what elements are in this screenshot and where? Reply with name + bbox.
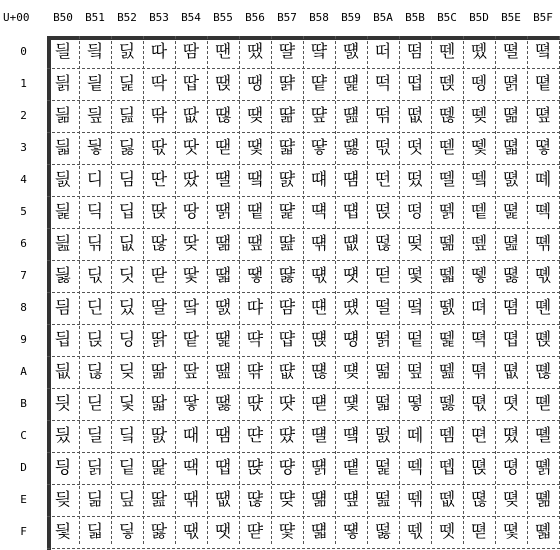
glyph-cell: 딉 — [54, 329, 72, 350]
row-header: 1 — [20, 77, 27, 90]
glyph-cell: 디 — [86, 169, 104, 190]
glyph-cell: 땑 — [214, 73, 232, 94]
glyph-cell: 때 — [182, 425, 200, 446]
glyph-cell: 딁 — [54, 73, 72, 94]
column-header: B5E — [501, 11, 521, 24]
glyph-cell: 떠 — [374, 41, 392, 62]
glyph-cell: 떡 — [374, 73, 392, 94]
glyph-cell: 뗡 — [502, 73, 520, 94]
glyph-cell: 땷 — [278, 265, 296, 286]
glyph-cell: 떉 — [310, 329, 328, 350]
glyph-cell: 뗕 — [470, 201, 488, 222]
glyph-cell: 땂 — [182, 105, 200, 126]
glyph-cell: 떪 — [374, 361, 392, 382]
glyph-cell: 땋 — [182, 393, 200, 414]
glyph-cell: 떇 — [310, 265, 328, 286]
glyph-cell: 딂 — [54, 105, 72, 126]
glyph-cell: 딹 — [150, 329, 168, 350]
glyph-cell: 딇 — [54, 265, 72, 286]
glyph-cell: 떿 — [406, 521, 424, 542]
column-header: B53 — [149, 11, 169, 24]
glyph-cell: 뗂 — [438, 105, 456, 126]
glyph-cell: 땊 — [182, 361, 200, 382]
glyph-cell: 떒 — [342, 105, 360, 126]
glyph-cell: 딷 — [150, 265, 168, 286]
column-header: B5D — [469, 11, 489, 24]
glyph-cell: 뗝 — [470, 457, 488, 478]
glyph-cell: 땘 — [214, 297, 232, 318]
glyph-cell: 뗑 — [470, 73, 488, 94]
glyph-cell: 떚 — [342, 361, 360, 382]
glyph-cell: 뗦 — [502, 233, 520, 254]
glyph-cell: 땚 — [214, 361, 232, 382]
glyph-cell: 땇 — [182, 265, 200, 286]
glyph-cell: 뗗 — [470, 265, 488, 286]
glyph-cell: 뗾 — [534, 489, 552, 510]
glyph-cell: 떰 — [406, 41, 424, 62]
glyph-cell: 딈 — [54, 297, 72, 318]
glyph-cell: 뗙 — [470, 329, 488, 350]
glyph-cell: 땧 — [246, 265, 264, 286]
glyph-cell: 따 — [150, 41, 168, 62]
glyph-cell: 땐 — [214, 41, 232, 62]
glyph-cell: 뗛 — [470, 393, 488, 414]
glyph-cell: 떕 — [342, 201, 360, 222]
glyph-cell: 뗐 — [470, 41, 488, 62]
glyph-cell: 땪 — [246, 361, 264, 382]
glyph-cell: 뗒 — [470, 105, 488, 126]
glyph-cell: 떍 — [310, 457, 328, 478]
glyph-cell: 땬 — [246, 425, 264, 446]
glyph-cell: 뗘 — [470, 297, 488, 318]
glyph-cell: 땙 — [214, 329, 232, 350]
glyph-cell: 뗸 — [534, 297, 552, 318]
glyph-cell: 떛 — [342, 393, 360, 414]
glyph-cell: 뗨 — [502, 297, 520, 318]
glyph-cell: 딶 — [150, 233, 168, 254]
glyph-cell: 땉 — [182, 329, 200, 350]
glyph-cell: 딝 — [86, 457, 104, 478]
row-header: 6 — [20, 237, 27, 250]
glyph-grid — [47, 36, 560, 544]
glyph-cell: 땫 — [246, 393, 264, 414]
glyph-cell: 땿 — [278, 521, 296, 542]
glyph-cell: 뗵 — [534, 201, 552, 222]
glyph-cell: 땮 — [246, 489, 264, 510]
row-header: 9 — [20, 333, 27, 346]
glyph-cell: 딌 — [54, 425, 72, 446]
glyph-cell: 뗶 — [534, 233, 552, 254]
glyph-cell: 떁 — [310, 73, 328, 94]
glyph-cell: 땽 — [278, 457, 296, 478]
glyph-cell: 떝 — [342, 457, 360, 478]
glyph-cell: 땏 — [182, 521, 200, 542]
row-header: D — [20, 461, 27, 474]
row-header: E — [20, 493, 27, 506]
column-header: B52 — [117, 11, 137, 24]
column-header: B56 — [245, 11, 265, 24]
column-header: B5B — [405, 11, 425, 24]
glyph-cell: 떔 — [342, 169, 360, 190]
glyph-cell: 떄 — [310, 169, 328, 190]
glyph-cell: 딐 — [86, 41, 104, 62]
glyph-cell: 딱 — [150, 73, 168, 94]
glyph-cell: 딾 — [150, 489, 168, 510]
glyph-cell: 딞 — [86, 489, 104, 510]
glyph-cell: 뗤 — [502, 169, 520, 190]
glyph-cell: 땦 — [246, 233, 264, 254]
glyph-cell: 뗊 — [438, 361, 456, 382]
glyph-cell: 뗚 — [470, 361, 488, 382]
glyph-cell: 떭 — [374, 457, 392, 478]
glyph-cell: 땻 — [278, 393, 296, 414]
row-header: 5 — [20, 205, 27, 218]
glyph-cell: 떴 — [406, 169, 424, 190]
glyph-cell: 땨 — [246, 297, 264, 318]
glyph-cell: 뗁 — [438, 73, 456, 94]
glyph-cell: 딽 — [150, 457, 168, 478]
glyph-cell: 딴 — [150, 169, 168, 190]
glyph-cell: 땱 — [278, 73, 296, 94]
glyph-cell: 뗋 — [438, 393, 456, 414]
glyph-cell: 떻 — [406, 393, 424, 414]
glyph-cell: 땓 — [214, 137, 232, 158]
glyph-cell: 딼 — [150, 425, 168, 446]
glyph-cell: 딬 — [118, 425, 136, 446]
glyph-cell: 뗞 — [470, 489, 488, 510]
glyph-cell: 땛 — [214, 393, 232, 414]
glyph-cell: 땣 — [246, 137, 264, 158]
glyph-cell: 딯 — [118, 521, 136, 542]
glyph-cell: 뗱 — [534, 73, 552, 94]
glyph-cell: 땟 — [214, 521, 232, 542]
glyph-cell: 떳 — [406, 137, 424, 158]
glyph-cell: 땁 — [182, 73, 200, 94]
glyph-cell: 딃 — [54, 137, 72, 158]
column-header: B54 — [181, 11, 201, 24]
glyph-cell: 딻 — [150, 393, 168, 414]
glyph-cell: 떷 — [406, 265, 424, 286]
glyph-cell: 떯 — [374, 521, 392, 542]
glyph-cell: 딩 — [118, 329, 136, 350]
glyph-cell: 떣 — [374, 137, 392, 158]
glyph-cell: 딟 — [86, 521, 104, 542]
glyph-cell: 뗅 — [438, 201, 456, 222]
glyph-cell: 딘 — [86, 297, 104, 318]
glyph-cell: 뗺 — [534, 361, 552, 382]
column-header: B57 — [277, 11, 297, 24]
glyph-cell: 뗲 — [534, 105, 552, 126]
glyph-cell: 땈 — [182, 297, 200, 318]
glyph-cell: 떵 — [406, 201, 424, 222]
glyph-cell: 딦 — [118, 233, 136, 254]
glyph-cell: 떩 — [374, 329, 392, 350]
row-header: F — [20, 525, 27, 538]
column-header: B5F — [533, 11, 553, 24]
glyph-cell: 떾 — [406, 489, 424, 510]
glyph-cell: 뗃 — [438, 137, 456, 158]
glyph-cell: 뗹 — [534, 329, 552, 350]
glyph-cell: 떂 — [310, 105, 328, 126]
glyph-cell: 땥 — [246, 201, 264, 222]
column-header: B59 — [341, 11, 361, 24]
glyph-cell: 떖 — [342, 233, 360, 254]
corner-label: U+00 — [3, 11, 30, 24]
glyph-cell: 딲 — [150, 105, 168, 126]
glyph-cell: 떫 — [374, 393, 392, 414]
glyph-cell: 딎 — [54, 489, 72, 510]
glyph-cell: 딠 — [118, 41, 136, 62]
glyph-cell: 떊 — [310, 361, 328, 382]
glyph-cell: 딊 — [54, 361, 72, 382]
glyph-cell: 딤 — [118, 169, 136, 190]
glyph-cell: 딵 — [150, 201, 168, 222]
glyph-cell: 땸 — [278, 297, 296, 318]
glyph-cell: 딑 — [86, 73, 104, 94]
glyph-cell: 딋 — [54, 393, 72, 414]
glyph-cell: 떟 — [342, 521, 360, 542]
row-header: C — [20, 429, 27, 442]
glyph-cell: 뗍 — [438, 457, 456, 478]
glyph-cell: 딜 — [86, 425, 104, 446]
row-header: 4 — [20, 173, 27, 186]
glyph-cell: 떹 — [406, 329, 424, 350]
glyph-cell: 땖 — [214, 233, 232, 254]
glyph-cell: 뗠 — [502, 41, 520, 62]
glyph-cell: 땩 — [246, 329, 264, 350]
glyph-cell: 뗈 — [438, 297, 456, 318]
glyph-cell: 뗉 — [438, 329, 456, 350]
glyph-cell: 뗪 — [502, 361, 520, 382]
glyph-cell: 떶 — [406, 233, 424, 254]
glyph-cell: 뗏 — [438, 521, 456, 542]
glyph-cell: 뗎 — [438, 489, 456, 510]
glyph-cell: 뗥 — [502, 201, 520, 222]
glyph-cell: 땲 — [278, 105, 296, 126]
row-header: 8 — [20, 301, 27, 314]
glyph-cell: 떑 — [342, 73, 360, 94]
glyph-cell: 뗇 — [438, 265, 456, 286]
glyph-cell: 떋 — [310, 393, 328, 414]
glyph-cell: 떢 — [374, 105, 392, 126]
glyph-cell: 떞 — [342, 489, 360, 510]
glyph-cell: 뗜 — [470, 425, 488, 446]
glyph-cell: 땳 — [278, 137, 296, 158]
glyph-cell: 떤 — [374, 169, 392, 190]
glyph-cell: 딓 — [86, 137, 104, 158]
glyph-cell: 땯 — [246, 521, 264, 542]
glyph-cell: 땃 — [182, 137, 200, 158]
glyph-cell: 뗩 — [502, 329, 520, 350]
glyph-cell: 뗄 — [438, 169, 456, 190]
column-header: B55 — [213, 11, 233, 24]
glyph-cell: 딗 — [86, 265, 104, 286]
glyph-cell: 땢 — [246, 105, 264, 126]
glyph-cell: 떐 — [342, 41, 360, 62]
glyph-cell: 떅 — [310, 201, 328, 222]
row-header: 3 — [20, 141, 27, 154]
glyph-cell: 뗢 — [502, 105, 520, 126]
column-header: B50 — [53, 11, 73, 24]
glyph-cell: 딥 — [118, 201, 136, 222]
glyph-cell: 땤 — [246, 169, 264, 190]
glyph-cell: 땍 — [182, 457, 200, 478]
glyph-cell: 뗽 — [534, 457, 552, 478]
glyph-cell: 떈 — [310, 297, 328, 318]
glyph-cell: 땭 — [246, 457, 264, 478]
glyph-cell: 딖 — [86, 233, 104, 254]
glyph-cell: 뗧 — [502, 265, 520, 286]
row-header: B — [20, 397, 27, 410]
glyph-cell: 딭 — [118, 457, 136, 478]
row-header: 0 — [20, 45, 27, 58]
glyph-cell: 떼 — [406, 425, 424, 446]
glyph-cell: 떆 — [310, 233, 328, 254]
glyph-cell: 땀 — [182, 41, 200, 62]
glyph-cell: 떸 — [406, 297, 424, 318]
glyph-cell: 떗 — [342, 265, 360, 286]
glyph-cell: 딮 — [118, 489, 136, 510]
row-header: A — [20, 365, 27, 378]
glyph-cell: 땒 — [214, 105, 232, 126]
glyph-cell: 떮 — [374, 489, 392, 510]
glyph-cell: 딕 — [86, 201, 104, 222]
glyph-cell: 땅 — [182, 201, 200, 222]
glyph-cell: 딡 — [118, 73, 136, 94]
glyph-cell: 딧 — [118, 265, 136, 286]
glyph-cell: 떃 — [310, 137, 328, 158]
row-header: 7 — [20, 269, 27, 282]
glyph-cell: 뗮 — [502, 489, 520, 510]
glyph-cell: 뗼 — [534, 425, 552, 446]
glyph-cell: 뗌 — [438, 425, 456, 446]
glyph-cell: 땠 — [246, 41, 264, 62]
glyph-cell: 딀 — [54, 41, 72, 62]
glyph-cell: 뗯 — [502, 521, 520, 542]
column-header: B58 — [309, 11, 329, 24]
glyph-cell: 뗫 — [502, 393, 520, 414]
glyph-cell: 떧 — [374, 265, 392, 286]
glyph-cell: 땹 — [278, 329, 296, 350]
glyph-cell: 떓 — [342, 137, 360, 158]
glyph-cell: 뗳 — [534, 137, 552, 158]
glyph-cell: 딚 — [86, 361, 104, 382]
glyph-cell: 딄 — [54, 169, 72, 190]
glyph-cell: 뗔 — [470, 169, 488, 190]
glyph-cell: 딨 — [118, 297, 136, 318]
glyph-cell: 뗟 — [470, 521, 488, 542]
glyph-cell: 딪 — [118, 361, 136, 382]
glyph-cell: 딆 — [54, 233, 72, 254]
glyph-cell: 땶 — [278, 233, 296, 254]
glyph-cell: 딒 — [86, 105, 104, 126]
glyph-cell: 뗰 — [534, 41, 552, 62]
glyph-cell: 딛 — [86, 393, 104, 414]
glyph-cell: 뗆 — [438, 233, 456, 254]
glyph-cell: 떽 — [406, 457, 424, 478]
glyph-cell: 딅 — [54, 201, 72, 222]
glyph-cell: 땾 — [278, 489, 296, 510]
glyph-cell: 뗀 — [438, 41, 456, 62]
glyph-cell: 땴 — [278, 169, 296, 190]
glyph-cell: 떀 — [310, 41, 328, 62]
glyph-cell: 떏 — [310, 521, 328, 542]
glyph-cell: 뗭 — [502, 457, 520, 478]
glyph-cell: 뗖 — [470, 233, 488, 254]
glyph-cell: 딫 — [118, 393, 136, 414]
column-header: B5A — [373, 11, 393, 24]
glyph-cell: 뗬 — [502, 425, 520, 446]
row-header: 2 — [20, 109, 27, 122]
glyph-cell: 떜 — [342, 425, 360, 446]
glyph-cell: 땞 — [214, 489, 232, 510]
glyph-cell: 땗 — [214, 265, 232, 286]
glyph-cell: 딺 — [150, 361, 168, 382]
glyph-cell: 떺 — [406, 361, 424, 382]
glyph-cell: 떌 — [310, 425, 328, 446]
glyph-cell: 딸 — [150, 297, 168, 318]
glyph-cell: 뗴 — [534, 169, 552, 190]
glyph-cell: 떨 — [374, 297, 392, 318]
glyph-cell: 딳 — [150, 137, 168, 158]
glyph-cell: 딢 — [118, 105, 136, 126]
glyph-cell: 딣 — [118, 137, 136, 158]
column-header: B5C — [437, 11, 457, 24]
glyph-cell: 떱 — [406, 73, 424, 94]
glyph-cell: 땕 — [214, 201, 232, 222]
glyph-cell: 떎 — [310, 489, 328, 510]
glyph-cell: 떬 — [374, 425, 392, 446]
glyph-cell: 뗿 — [534, 521, 552, 542]
grid-line — [47, 548, 560, 549]
glyph-cell: 떙 — [342, 329, 360, 350]
glyph-cell: 떘 — [342, 297, 360, 318]
glyph-cell: 뗣 — [502, 137, 520, 158]
glyph-cell: 땰 — [278, 41, 296, 62]
glyph-cell: 땝 — [214, 457, 232, 478]
column-header: B51 — [85, 11, 105, 24]
glyph-cell: 뗓 — [470, 137, 488, 158]
glyph-cell: 땄 — [182, 169, 200, 190]
glyph-cell: 땔 — [214, 169, 232, 190]
glyph-cell: 땡 — [246, 73, 264, 94]
glyph-cell: 땺 — [278, 361, 296, 382]
glyph-cell: 땵 — [278, 201, 296, 222]
glyph-cell: 떥 — [374, 201, 392, 222]
glyph-cell: 뗻 — [534, 393, 552, 414]
glyph-cell: 뗷 — [534, 265, 552, 286]
glyph-cell: 떦 — [374, 233, 392, 254]
glyph-cell: 땆 — [182, 233, 200, 254]
glyph-cell: 딿 — [150, 521, 168, 542]
glyph-cell: 딙 — [86, 329, 104, 350]
glyph-cell: 땎 — [182, 489, 200, 510]
glyph-cell: 땜 — [214, 425, 232, 446]
glyph-cell: 딏 — [54, 521, 72, 542]
glyph-cell: 딍 — [54, 457, 72, 478]
glyph-cell: 떲 — [406, 105, 424, 126]
glyph-cell: 땼 — [278, 425, 296, 446]
